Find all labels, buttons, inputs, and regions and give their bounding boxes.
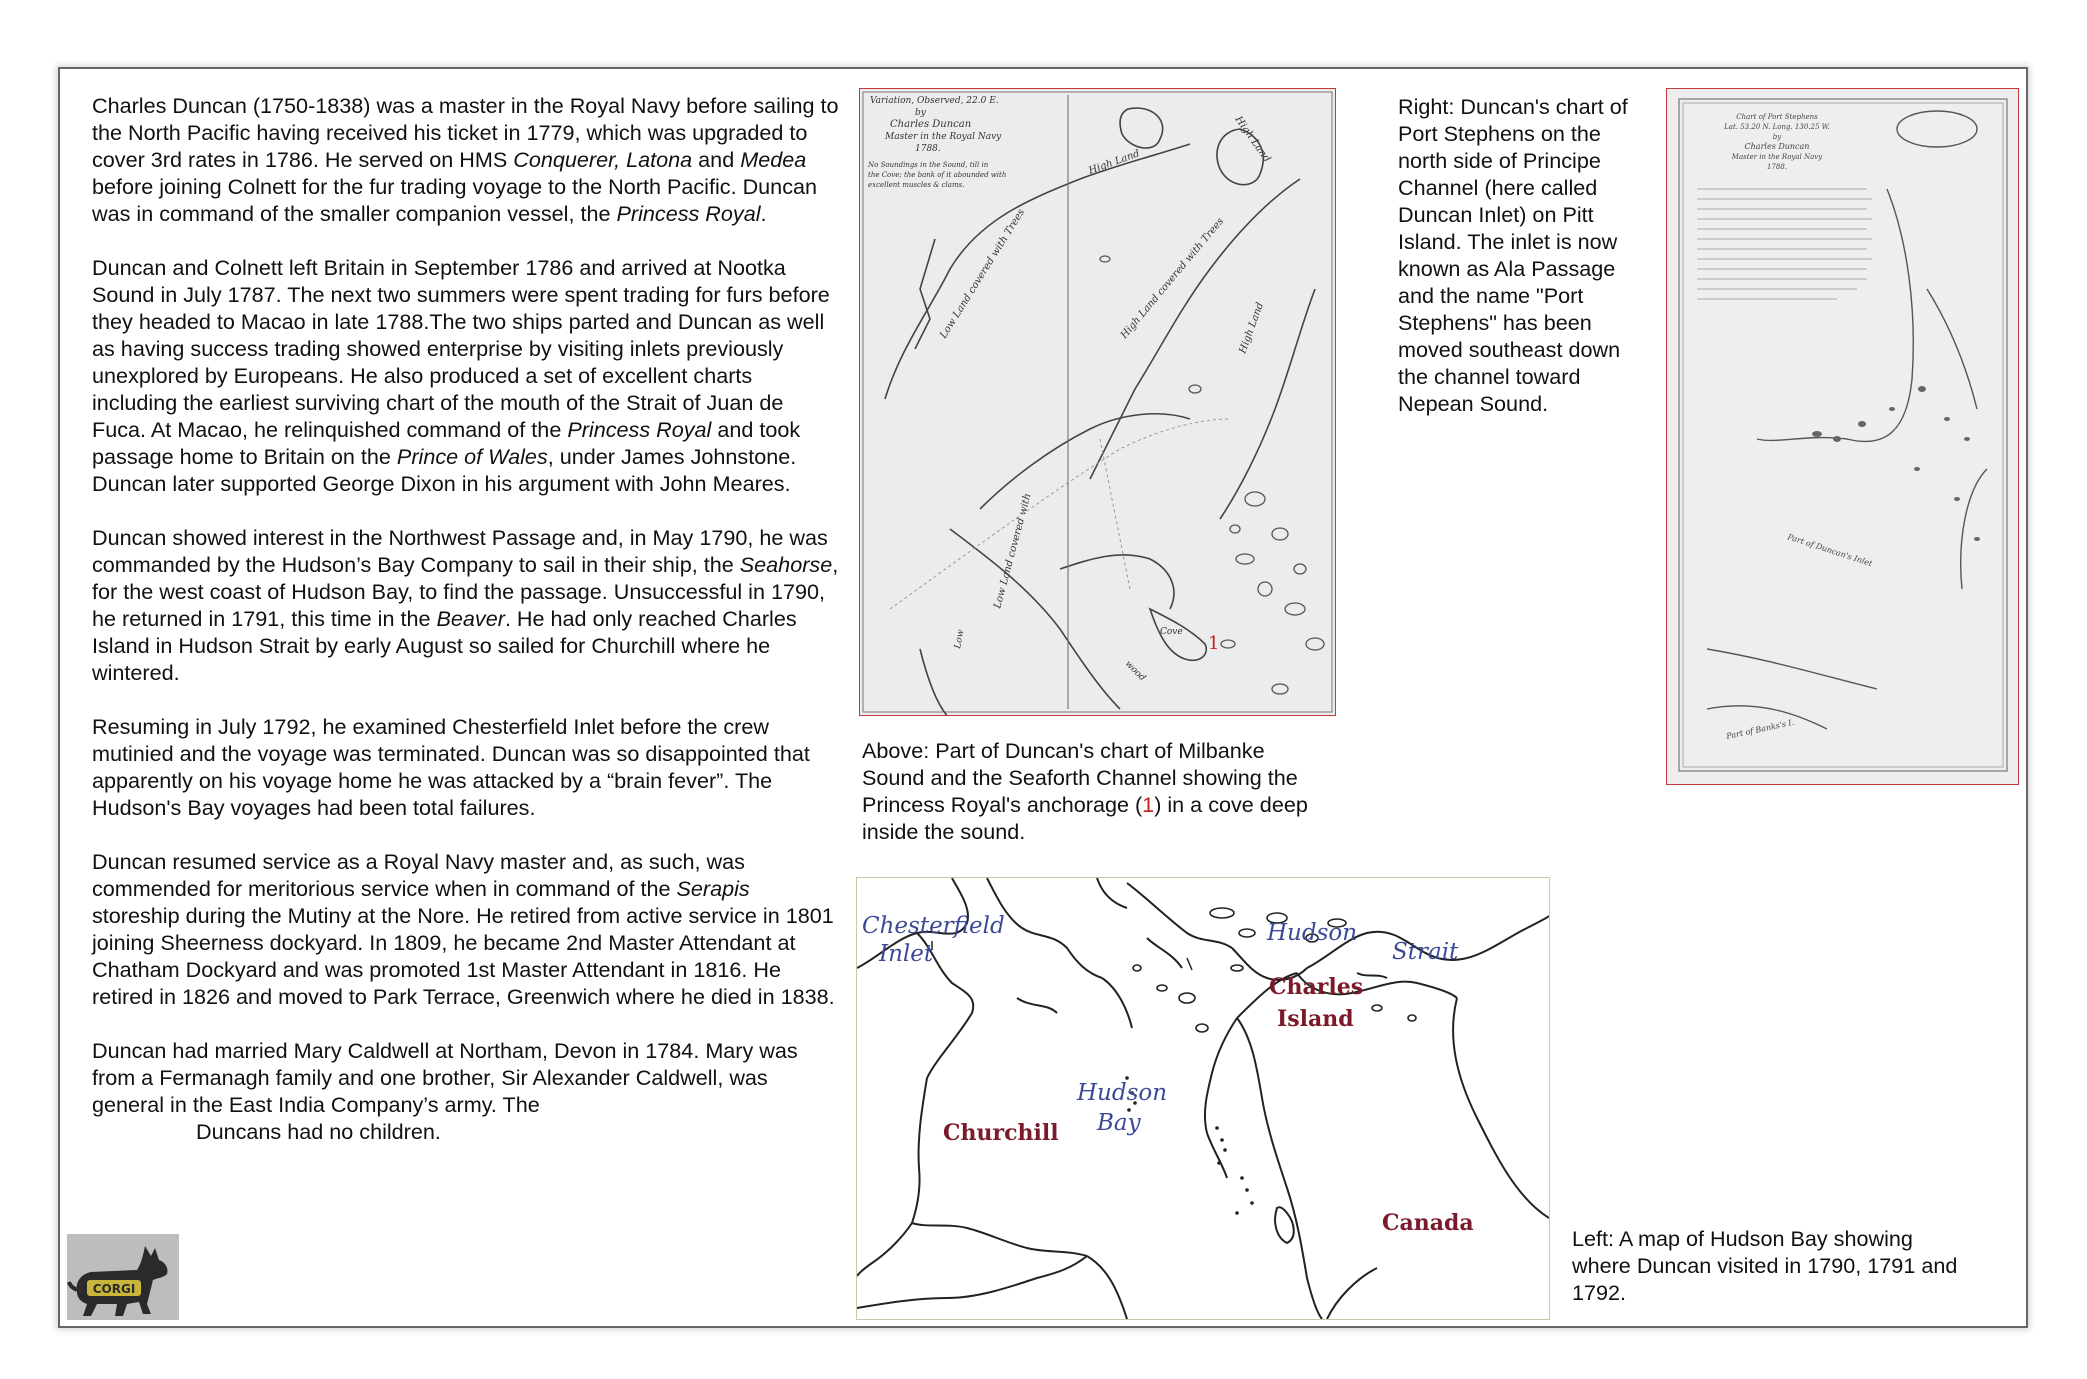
- map-label-inlet: Inlet: [879, 941, 934, 967]
- chart-title-line: Lat. 53.20 N. Long. 130.25 W.: [1724, 123, 1830, 131]
- chart-title-line: by: [1772, 133, 1782, 141]
- chart-note-line: the Cove; the bank of it abounded with: [868, 171, 1007, 179]
- bio-paragraph-1: Charles Duncan (1750-1838) was a master in the Royal Navy before sailing to the North Pacific having received his ticket in 1779, which was upgraded to cover 3rd rates in 1786. He served on HMS Conquerer, Latona and Medea before joining Colnett for the fur trading voyage to the North Pacific. Duncan was in command of the smaller companion vessel, the Princess Royal.: [92, 93, 839, 226]
- chart-label: High Land: [1087, 148, 1142, 177]
- map-label-chesterfield: Chesterfield: [862, 913, 1005, 939]
- port-stephens-caption: Right: Duncan's chart of Port Stephens on the north side of Principe Channel (here called Duncan Inlet) on Pitt Island. The inlet is now known as Ala Passage and the name "Port Stephens" has been moved southeast down the channel toward Nepean Sound.: [1398, 94, 1628, 416]
- map-label-hudson-strait-2: Strait: [1392, 939, 1459, 965]
- chart-title-line: Master in the Royal Navy: [1731, 153, 1823, 161]
- chart-title-line: 1788.: [915, 144, 941, 154]
- bio-paragraph-4: Resuming in July 1792, he examined Chesterfield Inlet before the crew mutinied and the voyage was terminated. Duncan was so disappointed that apparently on his voyage home he was attacked by a “brain fever”. The Hudson's Bay voyages had been total failures.: [92, 714, 810, 820]
- chart-label: Low: [953, 628, 967, 650]
- chart-label: High Land covered with Trees: [1118, 216, 1227, 341]
- map-label-canada: Canada: [1382, 1210, 1474, 1236]
- chart-title-line: Chart of Port Stephens: [1736, 113, 1818, 121]
- hudson-bay-drawing: [857, 878, 1549, 1319]
- biography-text: [92, 92, 840, 1145]
- chart-label: High Land: [1232, 114, 1273, 165]
- port-stephens-chart-drawing: [1667, 89, 2018, 784]
- map-label-charles: Charles: [1269, 974, 1364, 1000]
- map-label-churchill: Churchill: [943, 1120, 1059, 1146]
- milbanke-caption: Above: Part of Duncan's chart of Milbanke Sound and the Seaforth Channel showing the Princess Royal's anchorage (1) in a cove deep inside the sound.: [862, 738, 1308, 844]
- map-label-hudson-bay-2: Bay: [1097, 1110, 1141, 1136]
- corgi-dog-icon: [67, 1234, 179, 1320]
- bio-paragraph-3: Duncan showed interest in the Northwest Passage and, in May 1790, he was commanded by the Hudson’s Bay Company to sail in their ship, the Seahorse, for the west coast of Hudson Bay, to find the passage. Unsuccessful in 1790, he returned in 1791, this time in the Beaver. He had only reached Charles Island in Hudson Strait by early August so sailed for Churchill where he wintered.: [92, 525, 839, 685]
- bio-paragraph-2: Duncan and Colnett left Britain in September 1786 and arrived at Nootka Sound in July 1787. The next two summers were spent trading for furs before they headed to Macao in late 1788.The two ships parted and Duncan as well as having success trading showed enterprise by visiting inlets previously unexplored by Europeans. He also produced a set of excellent charts including the earliest surviving chart of the mouth of the Strait of Juan de Fuca. At Macao, he relinquished command of the Princess Royal and took passage home to Britain on the Prince of Wales, under James Johnstone. Duncan later supported George Dixon in his argument with John Meares.: [92, 255, 830, 496]
- chart-note-line: excellent muscles & clams.: [868, 181, 965, 189]
- map-label-hudson-bay-1: Hudson: [1077, 1080, 1168, 1106]
- chart-label: wood: [1122, 659, 1148, 684]
- chart-label: High Land: [1237, 301, 1267, 356]
- chart-title-line: by: [915, 108, 926, 118]
- bio-paragraph-5: Duncan resumed service as a Royal Navy master and, as such, was commended for meritorious service when in command of the Serapis storeship during the Mutiny at the Nore. He retired from active service in 1801 joining Sheerness dockyard. In 1809, he became 2nd Master Attendant at Chatham Dockyard and was promoted 1st Master Attendant in 1816. He retired in 1826 and moved to Park Terrace, Greenwich where he died in 1838.: [92, 849, 835, 1009]
- chart-title-line: Charles Duncan: [1744, 142, 1810, 151]
- chart-label: Low Land covered with Trees: [938, 207, 1028, 341]
- chart-label: Cove: [1160, 627, 1183, 637]
- chart-title-line: 1788.: [1766, 163, 1788, 171]
- chart-title-line: Variation, Observed, 22.0 E.: [870, 96, 999, 106]
- map-label-island: Island: [1277, 1006, 1354, 1032]
- bio-paragraph-6: Duncan had married Mary Caldwell at Northam, Devon in 1784. Mary was from a Fermanagh family and one brother, Sir Alexander Caldwell, was general in the East India Company’s army. The Duncans had no children.: [92, 1038, 798, 1144]
- chart-label: Part of Duncan's Inlet: [1786, 532, 1874, 569]
- chart-title-line: Charles Duncan: [890, 119, 972, 130]
- corgi-logo: [67, 1234, 179, 1320]
- chart-title-line: Master in the Royal Navy: [885, 132, 1002, 142]
- chart-label: Part of Banks's I.: [1725, 717, 1795, 741]
- hudson-bay-map: [856, 877, 1550, 1320]
- anchorage-marker: 1: [1208, 633, 1220, 654]
- milbanke-chart-drawing: [860, 89, 1335, 715]
- logo-text: CORGI: [92, 1282, 136, 1296]
- hudson-bay-caption: Left: A map of Hudson Bay showing where Duncan visited in 1790, 1791 and 1792.: [1572, 1226, 1958, 1305]
- map-label-hudson-strait-1: Hudson: [1267, 920, 1358, 946]
- chart-label: Low Land covered with: [992, 492, 1034, 610]
- chart-note-line: No Soundings in the Sound, till in: [868, 161, 989, 169]
- milbanke-sound-chart: [859, 88, 1336, 716]
- port-stephens-chart: [1666, 88, 2019, 785]
